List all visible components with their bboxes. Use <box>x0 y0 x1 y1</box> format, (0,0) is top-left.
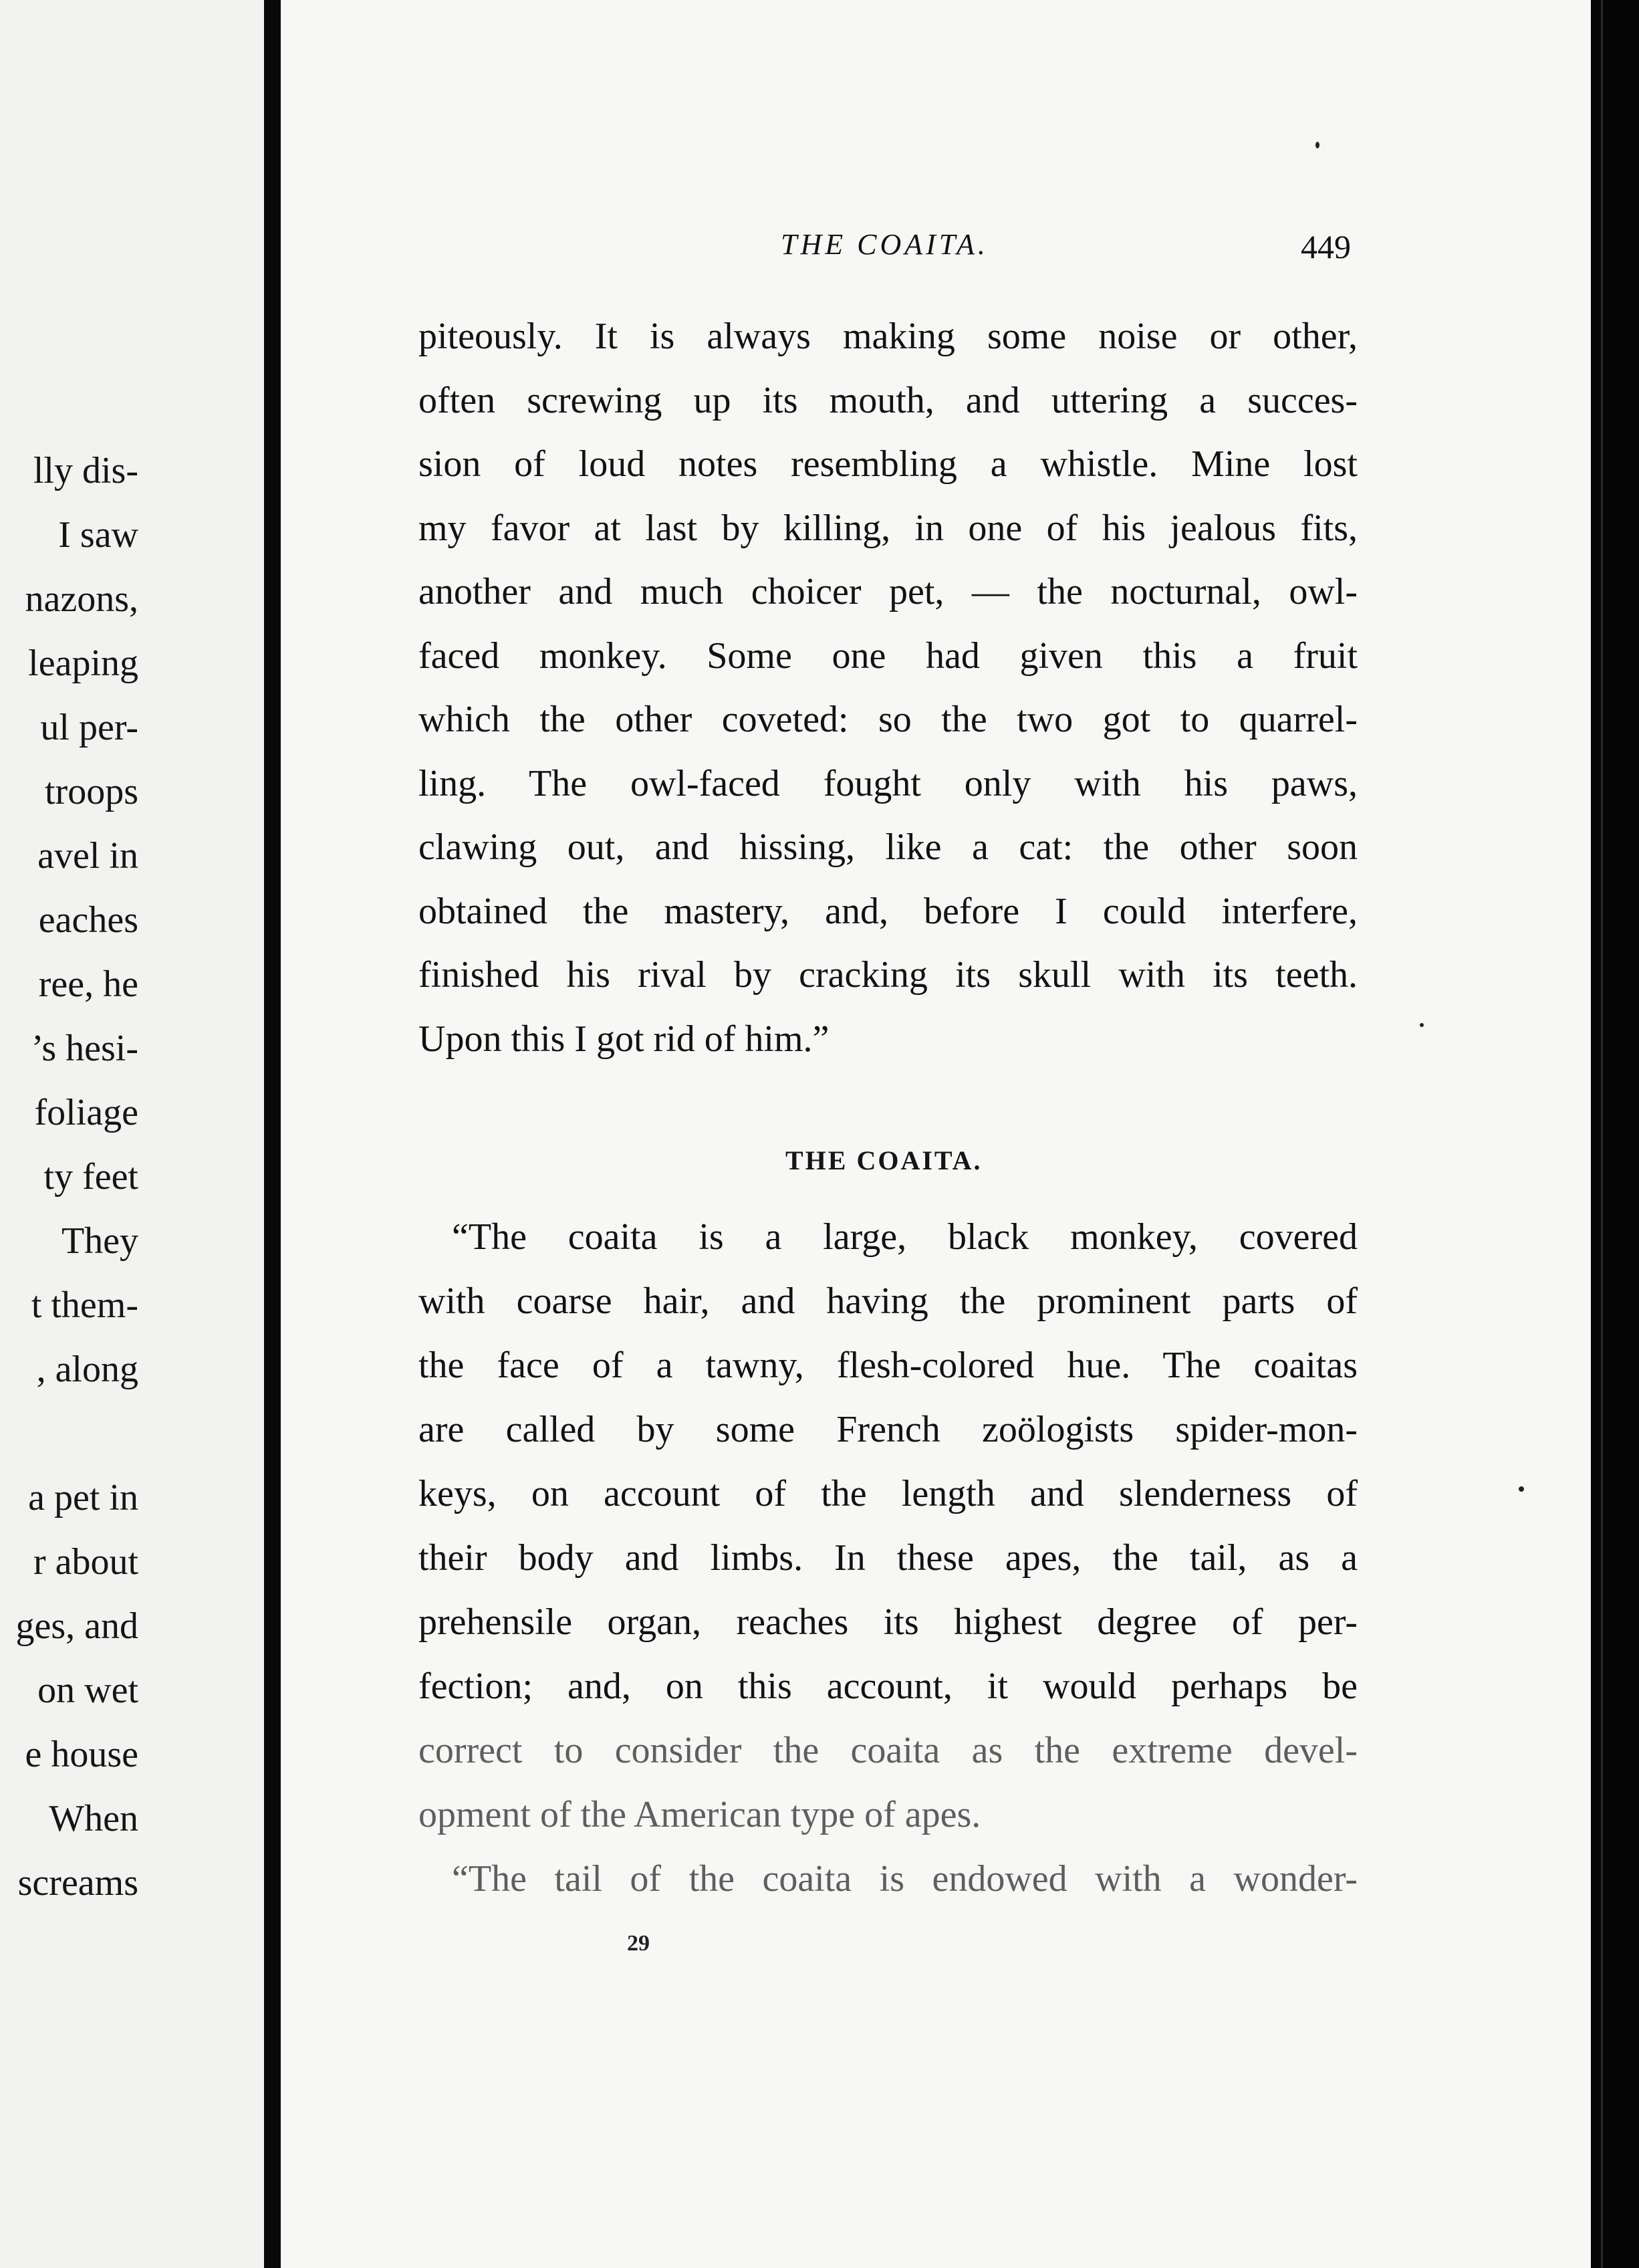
section-title: THE COAITA. <box>785 1145 983 1175</box>
left-page-line: a pet in <box>28 1477 138 1518</box>
text-line: sion of loud notes resembling a whistle. Mine lost <box>418 443 1358 485</box>
book-gutter <box>264 0 281 2268</box>
left-page-line: e house <box>25 1734 138 1775</box>
text-line: Upon this I got rid of him.” <box>418 1018 830 1060</box>
text-line: correct to consider the coaita as the extreme devel- <box>418 1730 1358 1771</box>
text-line: often screwing up its mouth, and uttering a succes- <box>418 379 1358 421</box>
left-page-line: ree, he <box>38 963 138 1005</box>
left-page-line: They <box>61 1220 138 1262</box>
left-page-line: ul per- <box>40 707 138 748</box>
text-line: my favor at last by killing, in one of his jealous fits, <box>418 507 1358 549</box>
text-line: with coarse hair, and having the prominent parts of <box>418 1280 1358 1322</box>
left-page-line: ’s hesi- <box>31 1028 138 1069</box>
text-line: another and much choicer pet, — the nocturnal, owl- <box>418 571 1358 612</box>
left-page-line: r about <box>33 1541 138 1583</box>
left-page-line: lly dis- <box>33 450 138 491</box>
left-page-line: t them- <box>31 1284 138 1326</box>
text-line: ling. The owl-faced fought only with his paws, <box>418 762 1358 804</box>
text-line: opment of the American type of apes. <box>418 1794 981 1835</box>
text-line: faced monkey. Some one had given this a fruit <box>418 635 1358 677</box>
ink-speck <box>1315 142 1319 148</box>
page-number: 449 <box>1301 228 1351 265</box>
scan-edge <box>1591 0 1639 2268</box>
running-title: THE COAITA. <box>781 228 989 261</box>
left-facing-page <box>0 0 264 2268</box>
text-line: prehensile organ, reaches its highest degree of per- <box>418 1601 1358 1643</box>
text-line: piteously. It is always making some noise or other, <box>418 316 1358 357</box>
text-line: “The coaita is a large, black monkey, covered <box>452 1216 1358 1258</box>
text-line: clawing out, and hissing, like a cat: the other soon <box>418 826 1358 868</box>
text-line: finished his rival by cracking its skull with its teeth. <box>418 954 1358 996</box>
signature-mark: 29 <box>627 1931 650 1956</box>
text-line: which the other coveted: so the two got to quarrel- <box>418 699 1358 740</box>
text-line: their body and limbs. In these apes, the tail, as a <box>418 1537 1358 1579</box>
text-line: obtained the mastery, and, before I could interfere, <box>418 890 1358 932</box>
left-page-line: leaping <box>28 643 138 684</box>
text-line: the face of a tawny, flesh-colored hue. The coaitas <box>418 1345 1358 1386</box>
left-page-line: When <box>49 1798 138 1839</box>
left-page-line: nazons, <box>25 578 138 620</box>
text-line: are called by some French zoölogists spider-mon- <box>418 1409 1358 1450</box>
left-page-line: troops <box>45 771 138 812</box>
left-page-line: eaches <box>38 899 138 941</box>
left-page-line: foliage <box>34 1092 138 1133</box>
left-page-line: ges, and <box>15 1605 138 1647</box>
left-page-line: on wet <box>37 1670 138 1711</box>
left-page-line: avel in <box>37 835 138 877</box>
text-line: “The tail of the coaita is endowed with a wonder- <box>452 1858 1358 1900</box>
text-line: keys, on account of the length and slenderness of <box>418 1473 1358 1514</box>
left-page-line: screams <box>17 1862 138 1904</box>
text-line: fection; and, on this account, it would perhaps be <box>418 1666 1358 1707</box>
left-page-line: , along <box>36 1349 138 1390</box>
ink-speck <box>1519 1486 1524 1492</box>
bleed-through-text <box>150 314 264 378</box>
left-page-line: ty feet <box>43 1156 138 1198</box>
ink-speck <box>1420 1023 1424 1027</box>
left-page-line: I saw <box>58 514 138 556</box>
page-edge-line <box>1601 0 1603 2268</box>
